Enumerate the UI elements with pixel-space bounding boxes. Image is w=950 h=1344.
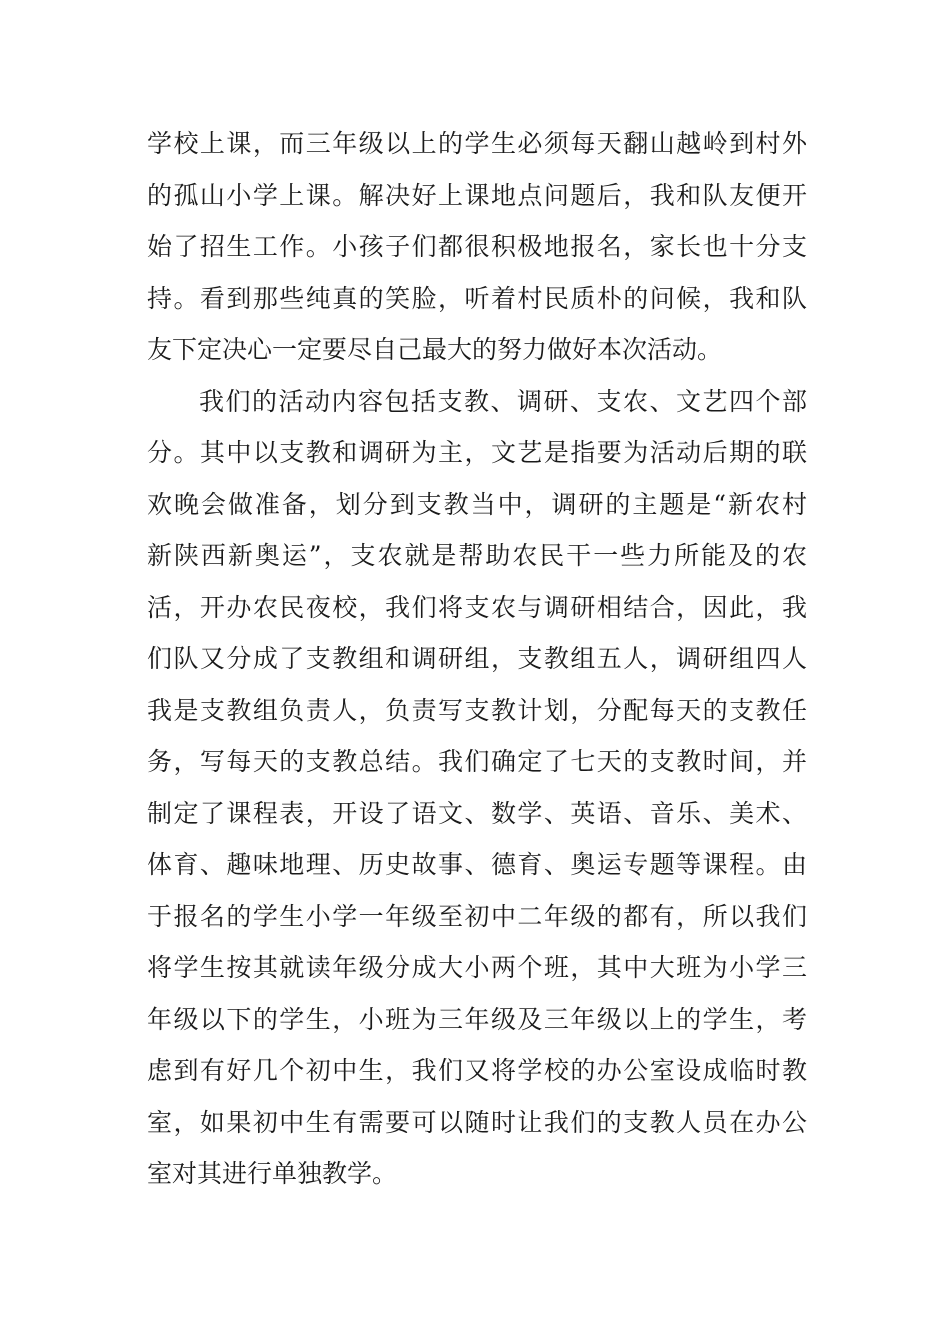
text-line: 体育、趣味地理、历史故事、德育、奥运专题等课程。由 [147,850,807,879]
text-line: 们队又分成了支教组和调研组，支教组五人，调研组四人 [147,644,807,673]
text-line: 分。其中以支教和调研为主，文艺是指要为活动后期的联 [147,438,807,467]
text-line: 将学生按其就读年级分成大小两个班，其中大班为小学三 [147,953,807,982]
text-line: 年级以下的学生，小班为三年级及三年级以上的学生，考 [147,1004,807,1034]
text-line: 活，开办农民夜校，我们将支农与调研相结合，因此，我 [147,592,807,622]
text-line: 务，写每天的支教总结。我们确定了七天的支教时间，并 [147,747,807,776]
text-line: 的孤山小学上课。解决好上课地点问题后，我和队友便开 [147,180,807,210]
text-line: 持。看到那些纯真的笑脸，听着村民质朴的问候，我和队 [147,283,807,313]
text-line: 始了招生工作。小孩子们都很积极地报名，家长也十分支 [147,232,807,261]
text-line: 于报名的学生小学一年级至初中二年级的都有，所以我们 [147,901,807,931]
paragraph-first-line: 我们的活动内容包括支教、调研、支农、文艺四个部 [199,386,807,416]
text-line: 友下定决心一定要尽自己最大的努力做好本次活动。 [147,335,723,364]
text-line: 新陕西新奥运”，支农就是帮助农民干一些力所能及的农 [147,541,807,570]
text-line: 室对其进行单独教学。 [147,1159,398,1188]
document-body [147,118,807,1200]
text-line: 我是支教组负责人，负责写支教计划，分配每天的支教任 [147,695,807,725]
text-line: 欢晚会做准备，划分到支教当中，调研的主题是“新农村 [147,489,807,519]
text-line: 学校上课，而三年级以上的学生必须每天翻山越岭到村外 [147,129,807,158]
text-line: 制定了课程表，开设了语文、数学、英语、音乐、美术、 [147,798,807,828]
text-line: 室，如果初中生有需要可以随时让我们的支教人员在办公 [147,1107,807,1137]
text-line: 虑到有好几个初中生，我们又将学校的办公室设成临时教 [147,1056,807,1085]
